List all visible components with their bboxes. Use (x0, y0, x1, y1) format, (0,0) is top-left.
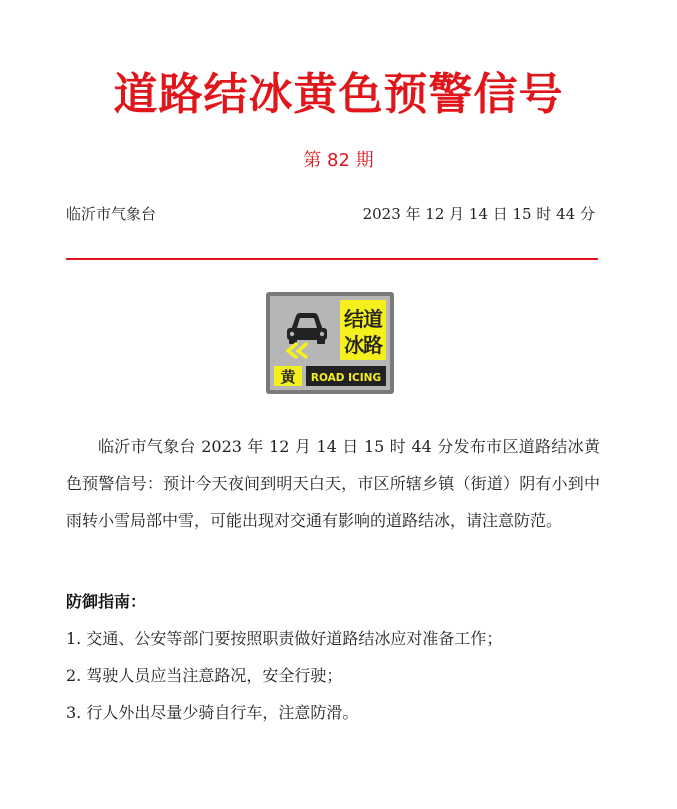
sign-english-label: ROAD ICING (310, 372, 382, 384)
issue-datetime: 2023 年 12 月 14 日 15 时 44 分 (362, 205, 595, 223)
guide-item: 1. 交通、公安等部门要按照职责做好道路结冰应对准备工作； (66, 629, 503, 648)
skidding-car-icon (274, 300, 338, 358)
sign-label-line2: 冰路 (344, 333, 382, 357)
guide-item: 2. 驾驶人员应当注意路况，安全行驶； (66, 666, 343, 685)
issuer-name: 临沂市气象台 (66, 205, 157, 223)
document-title: 道路结冰黄色预警信号 (113, 69, 564, 120)
defense-guide-list (66, 620, 606, 731)
issue-number: 第 82 期 (303, 150, 374, 171)
sign-level: 黄 (280, 368, 296, 386)
defense-guide-title: 防御指南： (66, 592, 147, 611)
guide-item: 3. 行人外出尽量少骑自行车，注意防滑。 (66, 703, 359, 722)
warning-body-paragraph: 临沂市气象台 2023 年 12 月 14 日 15 时 44 分发布市区道路结冰黄色预警信号：预计今天夜间到明天白天，市区所辖乡镇（街道）阴有小到中雨转小雪局部中雪，可能出现对交通有影响的道路结冰，请注意防范。 (66, 437, 600, 530)
sign-label-line1: 结道 (344, 307, 382, 331)
red-divider (66, 258, 598, 260)
road-icing-warning-sign (266, 292, 394, 394)
